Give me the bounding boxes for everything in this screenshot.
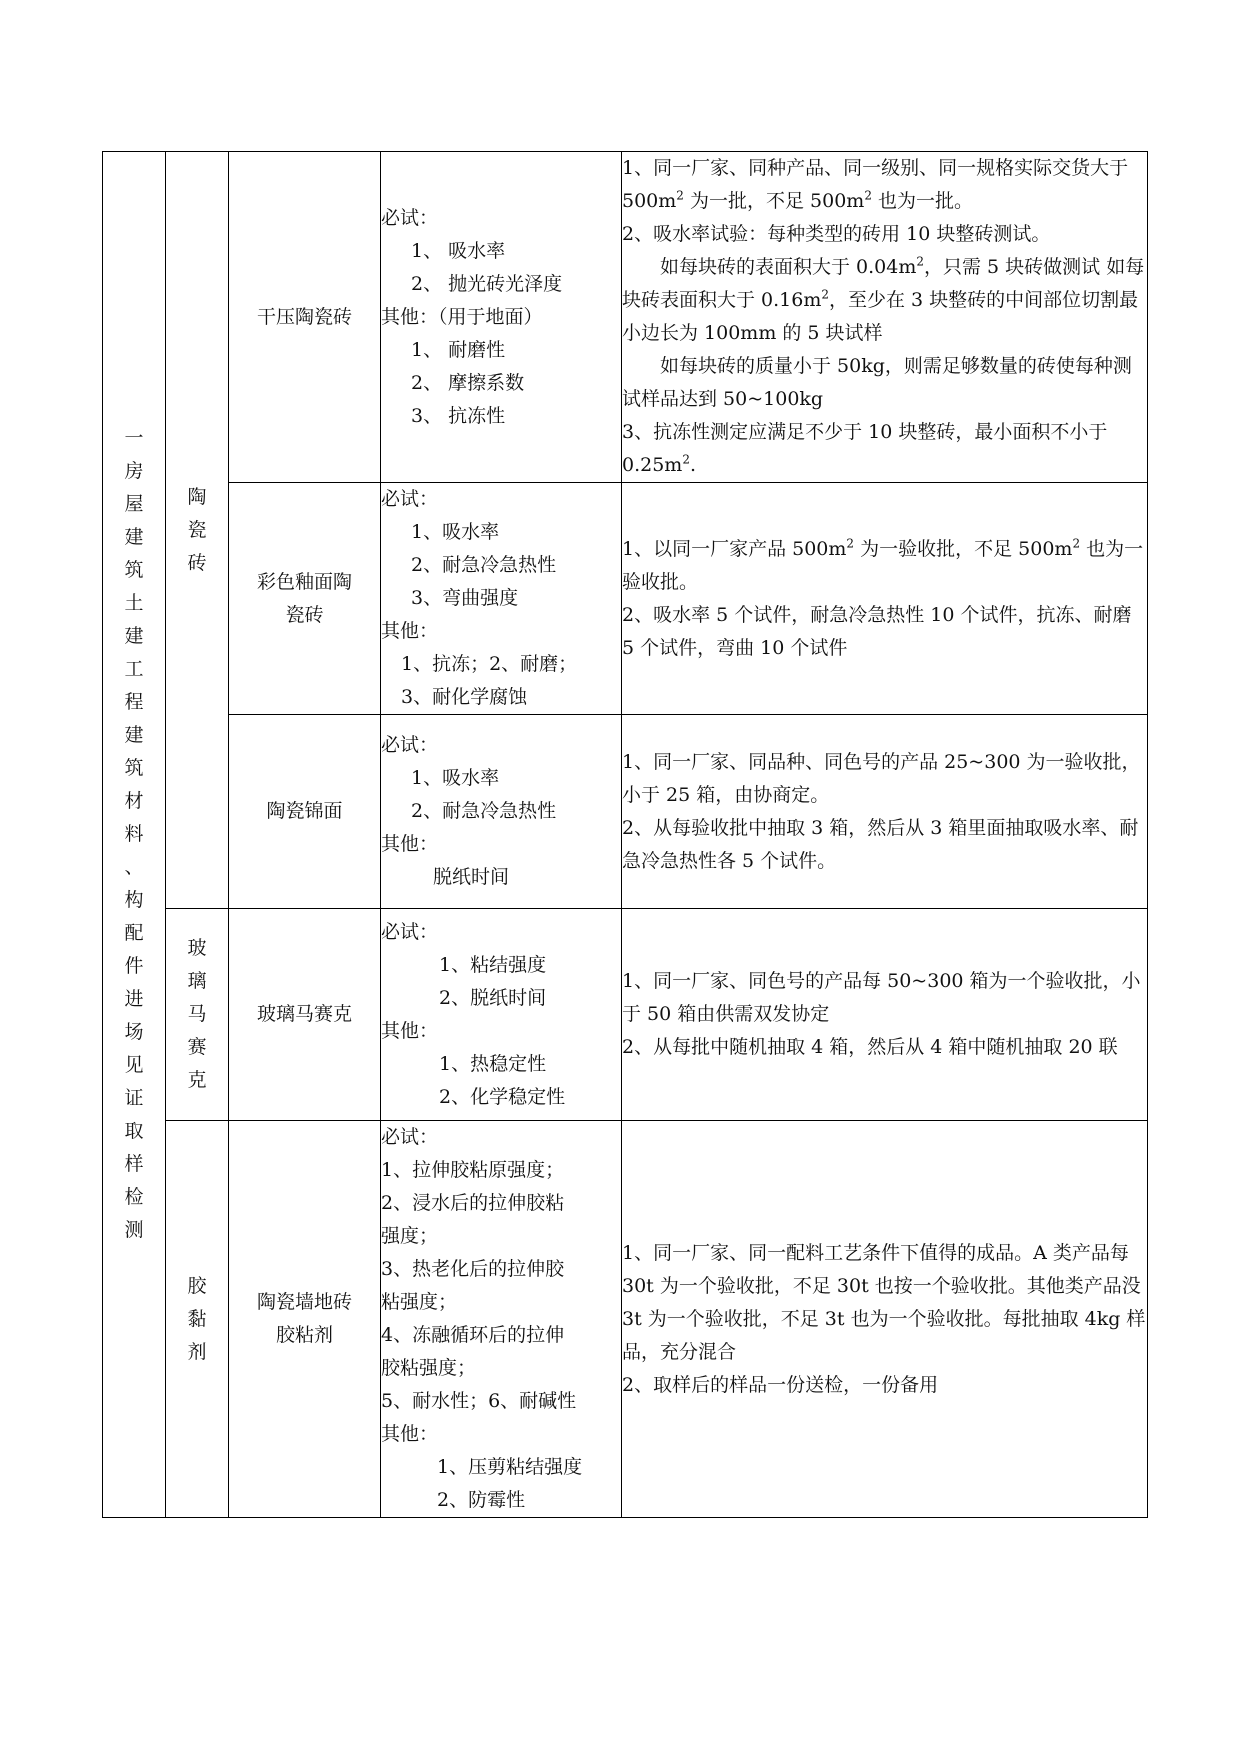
section-char: 样 [124, 1153, 144, 1175]
section-char: 构 [124, 889, 144, 911]
test-item: 必试： [381, 734, 439, 756]
section-char: 房 [124, 460, 144, 482]
test-item: 1、吸水率 [411, 521, 500, 543]
test-item: 脱纸时间 [433, 866, 510, 888]
group-char: 黏 [187, 1307, 207, 1330]
test-item: 1、粘结强度 [439, 953, 547, 976]
test-item: 3、耐化学腐蚀 [401, 686, 528, 708]
test-items [381, 715, 622, 909]
test-item: 其他： [381, 833, 439, 855]
sampling-rule: 如每块砖的质量小于 50kg，则需足够数量的砖使每种测试样品达到 50~100kg [622, 355, 1132, 410]
sampling-rule: 2、取样后的样品一份送检，一份备用 [622, 1373, 939, 1396]
test-item: 1、热稳定性 [439, 1052, 547, 1075]
test-item: 2、耐急冷急热性 [411, 554, 557, 576]
section-category-cell [103, 152, 166, 1518]
test-item: 5、耐水性；6、耐碱性 [381, 1390, 577, 1412]
sampling-rule: 1、同一厂家、同色号的产品每 50~300 箱为一个验收批，小于 50 箱由供需双发协定 [622, 970, 1141, 1025]
section-char: 筑 [124, 559, 144, 581]
section-char: 料 [124, 823, 144, 845]
group-char: 瓷 [187, 518, 207, 541]
test-items [381, 909, 622, 1121]
group-char: 璃 [187, 970, 207, 992]
section-char: 检 [124, 1186, 144, 1208]
section-char: 见 [124, 1054, 144, 1076]
test-item: 1、 耐磨性 [411, 338, 506, 361]
test-item: 2、耐急冷急热性 [411, 800, 557, 822]
test-item: 必试： [381, 1126, 439, 1148]
section-char: 程 [124, 691, 144, 713]
material-name-line: 彩色釉面陶 [256, 570, 352, 593]
test-item: 2、脱纸时间 [439, 986, 547, 1009]
test-item: 其他： [381, 1019, 439, 1042]
group-char: 玻 [187, 937, 207, 959]
group-char: 赛 [187, 1036, 207, 1058]
section-char: 取 [124, 1120, 144, 1142]
test-item: 其他： [381, 1423, 439, 1445]
test-item: 1、抗冻；2、耐磨； [401, 653, 578, 675]
sampling-rules [622, 1121, 1148, 1518]
test-item: 1、 吸水率 [411, 239, 506, 262]
material-name-line: 胶粘剂 [275, 1324, 333, 1346]
section-char: 一 [124, 427, 144, 449]
table-row [103, 152, 1148, 483]
group-ceramic-cell [166, 152, 229, 909]
material-name-line: 陶瓷墙地砖 [256, 1291, 352, 1313]
sampling-rule: 2、从每验收批中抽取 3 箱，然后从 3 箱里面抽取吸水率、耐急冷急热性各 5 个试件。 [622, 816, 1139, 872]
section-char: 屋 [124, 493, 144, 515]
material-name-line: 陶瓷锦面 [266, 800, 343, 822]
material-name [229, 1121, 381, 1518]
material-name [229, 152, 381, 483]
test-item: 必试： [381, 206, 439, 229]
sampling-rule: 1、以同一厂家产品 $500m^2$ 为一验收批，不足 $500m^2$ 也为一验收批。 [622, 536, 1144, 593]
section-char: 材 [124, 790, 144, 812]
table-row [103, 1121, 1148, 1518]
sampling-rules [622, 715, 1148, 909]
test-item: 2、防霉性 [437, 1489, 526, 1511]
section-char: 配 [124, 922, 144, 944]
group-char: 砖 [187, 551, 207, 574]
test-items [381, 1121, 622, 1518]
test-item: 3、 抗冻性 [411, 404, 506, 427]
material-name-line: 瓷砖 [285, 603, 324, 626]
sampling-rules [622, 483, 1148, 715]
test-items [381, 152, 622, 483]
group-char: 马 [187, 1003, 207, 1025]
table-row [103, 715, 1148, 909]
section-char: 建 [124, 526, 144, 548]
sampling-rule: 1、同一厂家、同一配料工艺条件下值得的成品。A 类产品每 30t 为一个验收批，不足 30t 也按一个验收批。其他类产品没 3t 为一个验收批，不足 3t 也为一个验收批。每批抽取 4kg 样品，充分混合 [622, 1241, 1146, 1363]
group-adhesive-cell [166, 1121, 229, 1518]
material-name [229, 715, 381, 909]
section-char: 建 [124, 724, 144, 746]
test-items [381, 483, 622, 715]
material-name [229, 909, 381, 1121]
test-item: 1、压剪粘结强度 [437, 1456, 583, 1478]
section-char: 场 [124, 1021, 144, 1043]
test-item: 2、 摩擦系数 [411, 371, 525, 394]
test-item: 4、冻融循环后的拉伸 [381, 1324, 565, 1346]
section-char: 证 [124, 1087, 144, 1109]
section-char: 进 [124, 988, 144, 1010]
section-char: 土 [124, 592, 144, 614]
section-char: 测 [124, 1219, 144, 1241]
sampling-rule: 如每块砖的表面积大于 $0.04m^2$，只需 5 块砖做测试 如每块砖表面积大于 $0.16m^2$，至少在 3 块整砖的中间部位切割最小边长为 100mm 的 5 块试样 [622, 254, 1145, 344]
group-char: 陶 [187, 485, 207, 508]
test-item: 强度； [381, 1225, 439, 1247]
test-item: 胶粘强度； [381, 1357, 477, 1379]
sampling-rule: 3、抗冻性测定应满足不少于 10 块整砖，最小面积不小于 $0.25m^2$. [622, 421, 1108, 476]
material-name [229, 483, 381, 715]
test-item: 1、吸水率 [411, 767, 500, 789]
test-item: 粘强度； [381, 1291, 458, 1313]
section-char: 筑 [124, 757, 144, 779]
test-item: 3、弯曲强度 [411, 587, 519, 609]
table-row [103, 483, 1148, 715]
test-item: 2、 抛光砖光泽度 [411, 272, 563, 295]
group-char: 剂 [187, 1340, 207, 1363]
test-item: 必试： [381, 920, 439, 943]
sampling-rule: 2、吸水率试验：每种类型的砖用 10 块整砖测试。 [622, 223, 1051, 245]
group-mosaic-cell [166, 909, 229, 1121]
test-item: 其他： [381, 620, 439, 642]
material-name-line: 干压陶瓷砖 [256, 305, 352, 328]
table-row [103, 909, 1148, 1121]
group-char: 胶 [187, 1274, 207, 1297]
sampling-table [102, 151, 1148, 1518]
section-char: 工 [124, 658, 144, 680]
sampling-rule: 1、同一厂家、同种产品、同一级别、同一规格实际交货大于 $500m^2$ 为一批，不足 $500m^2$ 也为一批。 [622, 157, 1129, 212]
test-item: 必试： [381, 488, 439, 510]
sampling-rules [622, 152, 1148, 483]
group-char: 克 [187, 1069, 207, 1091]
material-name-line: 玻璃马赛克 [256, 1003, 352, 1025]
sampling-rule: 2、从每批中随机抽取 4 箱，然后从 4 箱中随机抽取 20 联 [622, 1036, 1118, 1058]
test-item: 3、热老化后的拉伸胶 [381, 1258, 565, 1280]
test-item: 其他：（用于地面） [381, 305, 543, 328]
sampling-rule: 1、同一厂家、同品种、同色号的产品 25~300 为一验收批，小于 25 箱，由协商定。 [622, 750, 1141, 806]
test-item: 2、浸水后的拉伸胶粘 [381, 1192, 565, 1214]
sampling-rule: 2、吸水率 5 个试件，耐急冷急热性 10 个试件，抗冻、耐磨 5 个试件，弯曲 10 个试件 [622, 603, 1132, 659]
section-char: 建 [124, 625, 144, 647]
test-item: 2、化学稳定性 [439, 1085, 566, 1108]
sampling-rules [622, 909, 1148, 1121]
test-item: 1、拉伸胶粘原强度； [381, 1159, 565, 1181]
section-char: 、 [124, 856, 144, 878]
section-char: 件 [124, 955, 144, 977]
